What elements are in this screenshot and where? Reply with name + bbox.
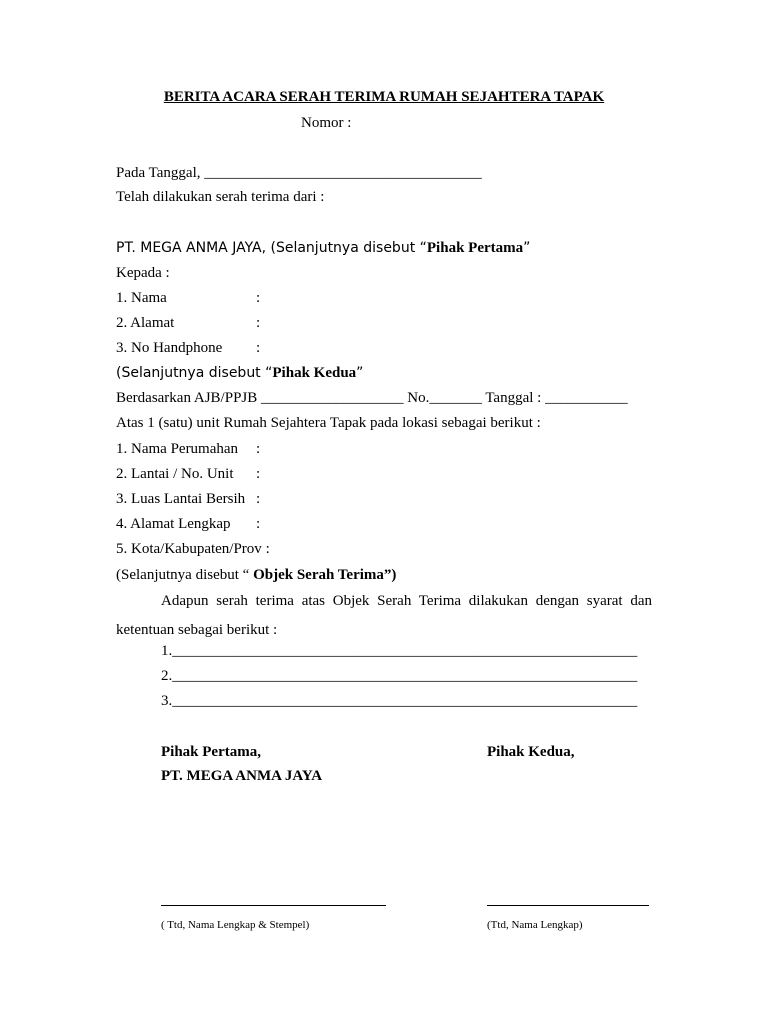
second-party-open: (Selanjutnya disebut “ — [116, 365, 273, 381]
first-party-close: ” — [523, 240, 531, 256]
conditions-text: Adapun serah terima atas Objek Serah Terima dilakukan dengan syarat dan ketentuan sebagai berikut : — [116, 593, 652, 638]
first-party-line — [116, 239, 530, 257]
second-party-close: ” — [356, 365, 364, 381]
field-colon: : — [265, 541, 270, 557]
second-party-caption: (Ttd, Nama Lengkap) — [487, 919, 583, 931]
recipient-field-phone — [116, 339, 260, 357]
document-title: BERITA ACARA SERAH TERIMA RUMAH SEJAHTERA TAPAK — [163, 89, 605, 105]
handover-from: Telah dilakukan serah terima dari : — [116, 189, 325, 205]
field-colon: : — [256, 466, 261, 482]
condition-item: 2.______________________________________________________________ — [161, 668, 638, 684]
location-field-floor-area — [116, 490, 260, 508]
first-party-company: PT. MEGA ANMA JAYA — [161, 768, 323, 784]
field-colon: : — [256, 441, 261, 457]
field-label: 3. Luas Lantai Bersih — [116, 491, 246, 507]
second-party-line — [116, 364, 363, 382]
condition-item: 3.______________________________________________________________ — [161, 693, 638, 709]
nomor-label: Nomor : — [301, 115, 352, 131]
second-party-signature-line — [487, 905, 649, 906]
location-field-unit — [116, 465, 260, 483]
field-label: 2. Lantai / No. Unit — [116, 466, 234, 482]
field-colon: : — [256, 491, 261, 507]
date-line: Pada Tanggal, _____________________________________ — [116, 165, 482, 181]
object-term: Objek Serah Terima”) — [253, 567, 397, 583]
field-colon: : — [256, 340, 261, 356]
to-label: Kepada : — [116, 265, 170, 281]
object-open: (Selanjutnya disebut “ — [116, 567, 254, 583]
location-field-city — [116, 540, 270, 558]
location-field-housing — [116, 440, 260, 458]
field-colon: : — [256, 315, 261, 331]
field-label: 1. Nama Perumahan — [116, 441, 239, 457]
object-line — [116, 566, 396, 584]
first-party-signature-label: Pihak Pertama, — [161, 744, 261, 760]
field-colon: : — [256, 516, 261, 532]
first-party-term: Pihak Pertama — [426, 240, 524, 256]
field-colon: : — [256, 290, 261, 306]
recipient-field-name — [116, 289, 260, 307]
second-party-term: Pihak Kedua — [272, 365, 357, 381]
first-party-caption: ( Ttd, Nama Lengkap & Stempel) — [161, 919, 310, 931]
company-name: PT. MEGA ANMA JAYA, (Selanjutnya disebut “ — [116, 240, 427, 256]
location-field-address — [116, 515, 260, 533]
field-label: 5. Kota/Kabupaten/Prov — [116, 541, 262, 557]
field-label: 3. No Handphone — [116, 340, 223, 356]
second-party-signature-label: Pihak Kedua, — [487, 744, 575, 760]
first-party-signature-line — [161, 905, 386, 906]
field-label: 4. Alamat Lengkap — [116, 516, 231, 532]
basis-line: Berdasarkan AJB/PPJB ___________________ No._______ Tanggal : ___________ — [116, 390, 628, 406]
unit-intro: Atas 1 (satu) unit Rumah Sejahtera Tapak pada lokasi sebagai berikut : — [116, 415, 541, 431]
conditions-paragraph — [116, 587, 652, 645]
condition-item: 1.______________________________________________________________ — [161, 643, 638, 659]
field-label: 1. Nama — [116, 290, 167, 306]
field-label: 2. Alamat — [116, 315, 175, 331]
recipient-field-address — [116, 314, 260, 332]
